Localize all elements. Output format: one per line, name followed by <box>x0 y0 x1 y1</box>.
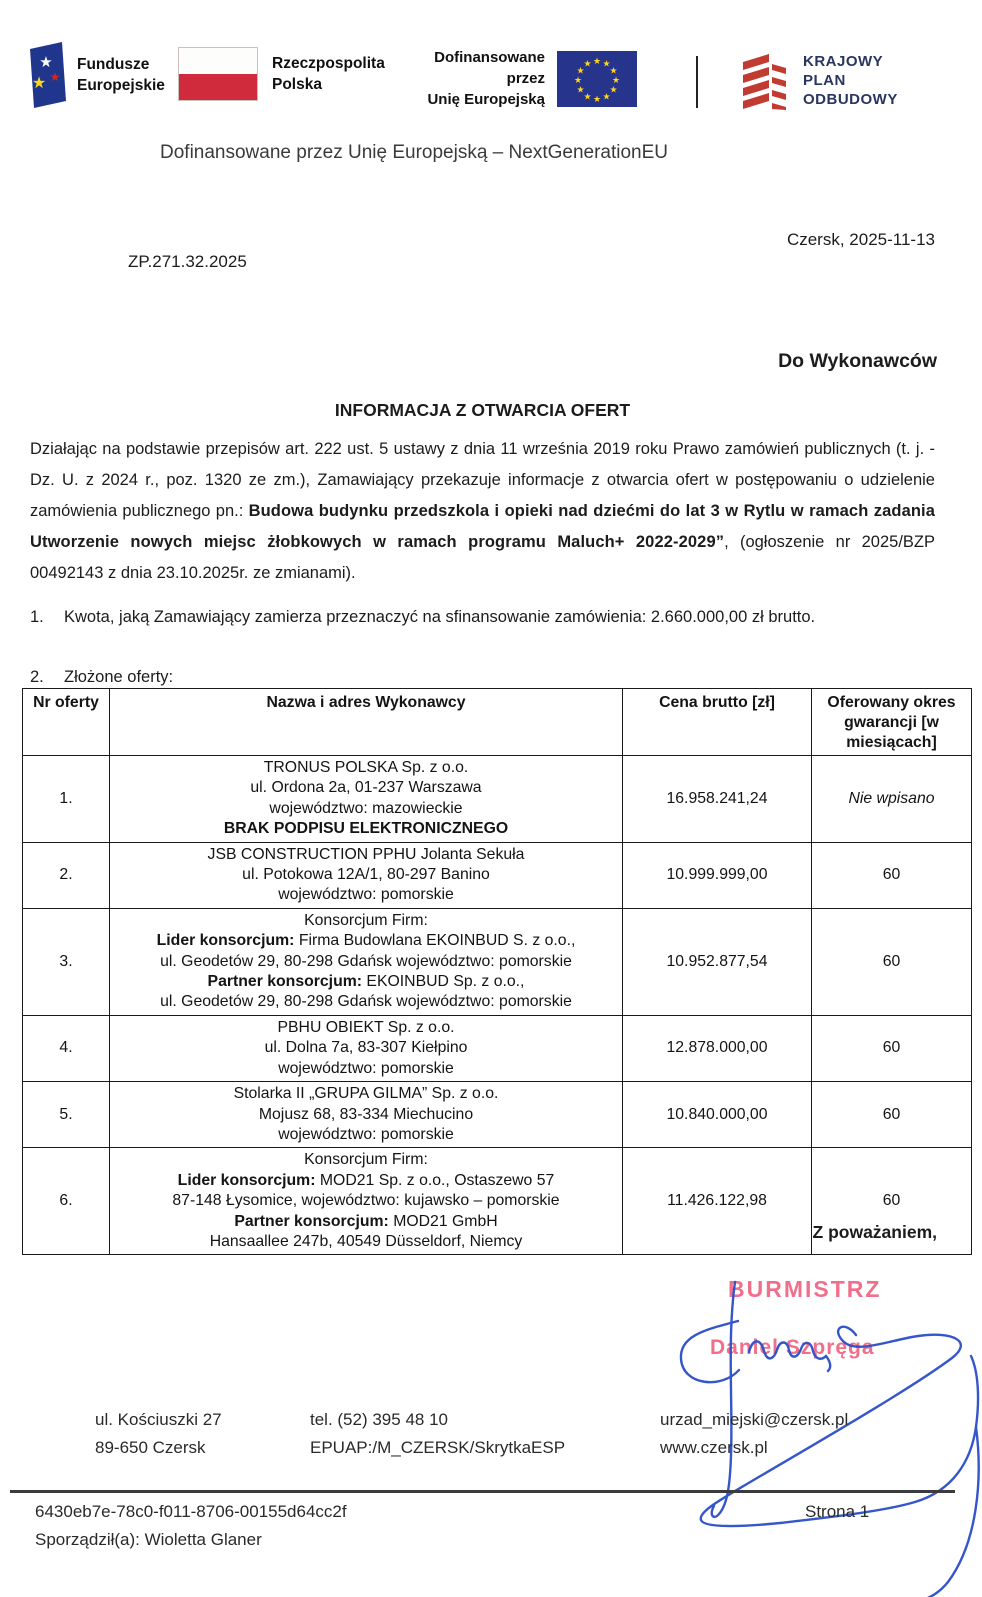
svg-text:★: ★ <box>576 65 585 75</box>
rp-label-line1: Rzeczpospolita <box>272 55 385 72</box>
kpo-logo-label <box>803 52 898 109</box>
warranty-cell: 60 <box>812 908 972 1015</box>
svg-text:★: ★ <box>609 65 618 75</box>
intro-tail-text: , (ogłoszenie nr 2025/BZP 00492143 z dnia 23.10.2025r. ze zmianami). <box>30 533 935 582</box>
page-number: Strona 1 <box>805 1502 870 1521</box>
contractor-line: Konsorcjum Firm: <box>304 1151 428 1169</box>
contractor-line: Partner konsorcjum: EKOINBUD Sp. z o.o., <box>207 973 525 991</box>
poland-flag-icon <box>178 47 258 101</box>
offer-number-cell: 3. <box>23 908 110 1015</box>
contractor-line: TRONUS POLSKA Sp. z o.o. <box>263 759 469 776</box>
logo-fundusze-europejskie <box>25 40 165 110</box>
fe-logo-label <box>77 54 165 96</box>
intro-paragraph <box>30 434 935 589</box>
document-title: INFORMACJA Z OTWARCIA OFERT <box>334 400 631 420</box>
contractor-line: ul. Potokowa 12A/1, 80-297 Banino <box>242 866 490 884</box>
contractor-line: ul. Geodetów 29, 80-298 Gdańsk województwo: pomorskie <box>160 952 572 970</box>
table-row <box>23 842 972 908</box>
warranty-cell: 60 <box>812 1082 972 1148</box>
contractor-line: ul. Geodetów 29, 80-298 Gdańsk województwo: pomorskie <box>160 993 572 1011</box>
document-id: 6430eb7e-78c0-f011-8706-00155d64cc2f <box>35 1502 347 1521</box>
header-divider <box>696 56 698 108</box>
footer-phone: tel. (52) 395 48 10 <box>310 1410 448 1429</box>
logo-eu-funding <box>393 47 637 110</box>
kpo-label-line2: PLAN <box>803 72 846 89</box>
rp-logo-label <box>272 53 385 95</box>
contractor-line: Lider konsorcjum: Firma Budowlana EKOINBUD S. z o.o., <box>156 932 576 950</box>
svg-text:★: ★ <box>583 91 592 101</box>
list-item-2-number: 2. <box>30 668 44 686</box>
logo-krajowy-plan-odbudowy <box>743 52 898 110</box>
svg-text:★: ★ <box>592 93 602 104</box>
footer-city: 89-650 Czersk <box>95 1438 206 1457</box>
contractor-line: Konsorcjum Firm: <box>304 911 428 929</box>
price-cell: 10.952.877,54 <box>623 908 812 1015</box>
funding-subtitle: Dofinansowane przez Unię Europejską – NextGenerationEU <box>160 142 668 163</box>
offer-number-cell: 5. <box>23 1082 110 1148</box>
offer-number-cell: 1. <box>23 756 110 843</box>
footer-rule <box>10 1490 955 1493</box>
contractor-line: JSB CONSTRUCTION PPHU Jolanta Sekuła <box>207 845 525 863</box>
contractor-cell <box>110 842 623 908</box>
footer-epuap: EPUAP:/M_CZERSK/SkrytkaESP <box>310 1438 566 1457</box>
contractor-cell <box>110 1015 623 1081</box>
kpo-building-icon <box>743 52 789 110</box>
header-cena-brutto: Cena brutto [zł] <box>623 689 812 756</box>
contractor-cell <box>110 908 623 1015</box>
price-cell: 10.840.000,00 <box>623 1082 812 1148</box>
contractor-cell <box>110 1082 623 1148</box>
svg-text:★: ★ <box>31 75 47 92</box>
intro-bold-text: Budowa budynku przedszkola i opieki nad dziećmi do lat 3 w Rytlu w ramach zadania Utworzenie nowych miejsc żłobkowych w ramach programu Maluch+ 2022-2029” <box>30 502 935 551</box>
contractor-line: ul. Ordona 2a, 01-237 Warszawa <box>250 779 482 797</box>
svg-text:★: ★ <box>602 91 611 101</box>
contractor-line: Hansaallee 247b, 40549 Düsseldorf, Niemcy <box>209 1232 523 1250</box>
intro-normal-text: Działając na podstawie przepisów art. 222 ust. 5 ustawy z dnia 11 września 2019 roku Prawo zamówień publicznych (t. j. - Dz. U. z 2024 r., poz. 1320 ze zm.), Zamawiający przekazuje informacje z otwarcia ofert w postępowaniu o udzielenie zamówienia publicznego pn.: <box>30 440 935 520</box>
offer-number-cell: 2. <box>23 842 110 908</box>
contractor-line: ul. Dolna 7a, 83-307 Kiełpino <box>264 1039 468 1057</box>
offers-table <box>22 688 972 1255</box>
fe-label-line1: Fundusze <box>77 56 150 73</box>
logo-rzeczpospolita-polska <box>178 47 385 101</box>
svg-text:★: ★ <box>592 55 602 66</box>
warranty-cell: 60 <box>812 1148 972 1255</box>
price-cell: 11.426.122,98 <box>623 1148 812 1255</box>
svg-text:★: ★ <box>573 74 583 85</box>
footer-email: urzad_miejski@czersk.pl <box>660 1410 849 1429</box>
contractor-line: Lider konsorcjum: MOD21 Sp. z o.o., Ostaszewo 57 <box>177 1171 555 1189</box>
header-nr-oferty: Nr oferty <box>23 689 110 756</box>
warranty-cell: 60 <box>812 1015 972 1081</box>
eu-label-line2: Unię Europejską <box>427 91 545 108</box>
fe-flag-icon <box>25 40 67 110</box>
closing-phrase: Z poważaniem, <box>812 1222 937 1242</box>
stamp-title: BURMISTRZ <box>728 1276 882 1302</box>
footer-web <box>660 1406 848 1462</box>
table-row <box>23 756 972 843</box>
contractor-cell <box>110 1148 623 1255</box>
eu-logo-label <box>393 47 545 110</box>
header-nazwa-adres: Nazwa i adres Wykonawcy <box>110 689 623 756</box>
list-item-1-number: 1. <box>30 608 44 626</box>
footer-contact <box>310 1406 565 1462</box>
prepared-by: Sporządził(a): Wioletta Glaner <box>35 1530 262 1549</box>
table-row <box>23 908 972 1015</box>
table-row <box>23 1015 972 1081</box>
stamp-name: Daniel Szpręga <box>710 1336 875 1359</box>
contractor-line: Stolarka II „GRUPA GILMA” Sp. z o.o. <box>233 1085 499 1103</box>
table-row <box>23 1082 972 1148</box>
contractor-line: Partner konsorcjum: MOD21 GmbH <box>234 1212 498 1230</box>
contractor-line: Mojusz 68, 83-334 Miechucino <box>258 1105 474 1123</box>
svg-text:★: ★ <box>39 54 53 71</box>
header-okres-gwarancji: Oferowany okres gwarancji [w miesiącach] <box>812 689 972 756</box>
warranty-cell: Nie wpisano <box>812 756 972 843</box>
svg-text:★: ★ <box>602 58 611 68</box>
footer-street: ul. Kościuszki 27 <box>95 1410 222 1429</box>
fe-label-line2: Europejskie <box>77 77 165 94</box>
reference-number: ZP.271.32.2025 <box>128 252 247 271</box>
contractor-cell <box>110 756 623 843</box>
offers-table-body <box>23 756 972 1255</box>
svg-text:★: ★ <box>609 84 618 94</box>
footer-address <box>95 1406 222 1462</box>
list-item-2-text: Złożone oferty: <box>64 668 174 686</box>
contractor-line: 87-148 Łysomice, województwo: kujawsko – pomorskie <box>172 1192 560 1210</box>
footer-website: www.czersk.pl <box>660 1438 768 1457</box>
kpo-label-line3: ODBUDOWY <box>803 91 898 108</box>
contractor-line: BRAK PODPISU ELEKTRONICZNEGO <box>223 820 509 838</box>
rp-label-line2: Polska <box>272 76 322 93</box>
contractor-line: województwo: pomorskie <box>278 1059 454 1077</box>
table-header-row <box>23 689 972 756</box>
offer-number-cell: 4. <box>23 1015 110 1081</box>
svg-text:★: ★ <box>49 70 61 84</box>
kpo-label-line1: KRAJOWY <box>803 53 884 70</box>
price-cell: 16.958.241,24 <box>623 756 812 843</box>
svg-text:★: ★ <box>576 84 585 94</box>
svg-text:★: ★ <box>583 58 592 68</box>
contractor-line: województwo: pomorskie <box>278 886 454 904</box>
list-item-1 <box>30 602 937 632</box>
eu-flag-icon <box>557 51 637 107</box>
contractor-line: województwo: pomorskie <box>278 1125 454 1143</box>
price-cell: 10.999.999,00 <box>623 842 812 908</box>
warranty-cell: 60 <box>812 842 972 908</box>
contractor-line: województwo: mazowieckie <box>269 799 463 817</box>
contractor-line: PBHU OBIEKT Sp. z o.o. <box>277 1018 455 1036</box>
offer-number-cell: 6. <box>23 1148 110 1255</box>
price-cell: 12.878.000,00 <box>623 1015 812 1081</box>
addressee: Do Wykonawców <box>778 350 937 372</box>
list-item-1-text: Kwota, jaką Zamawiający zamierza przeznaczyć na sfinansowanie zamówienia: 2.660.000,00 zł brutto. <box>64 608 816 626</box>
offers-table-head <box>23 689 972 756</box>
svg-text:★: ★ <box>611 74 621 85</box>
place-and-date: Czersk, 2025-11-13 <box>786 230 935 249</box>
eu-label-line1: Dofinansowane przez <box>434 49 545 87</box>
